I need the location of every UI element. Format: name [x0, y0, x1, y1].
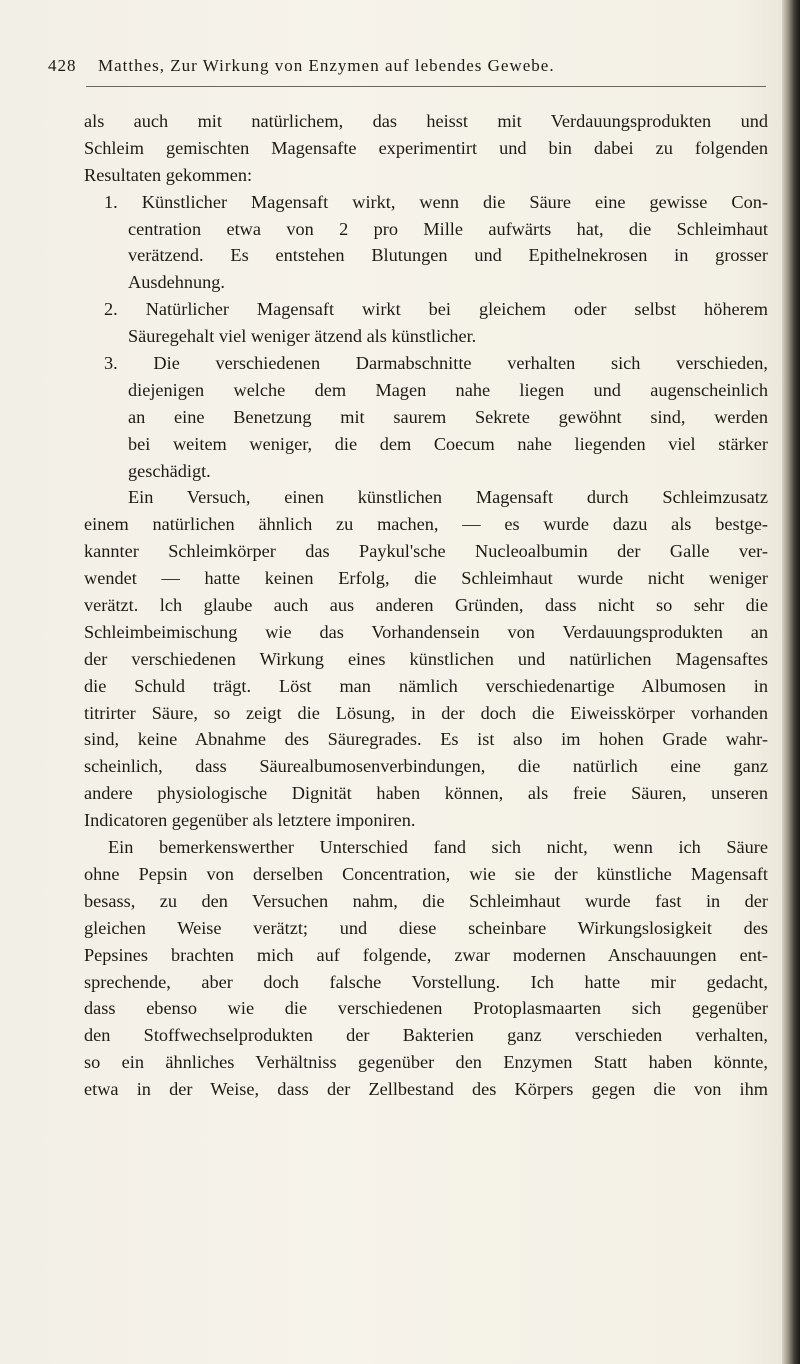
text-line: gleichen Weise verätzt; und diese scheinbare Wirkungslosigkeit des [84, 917, 768, 938]
text-line: Ausdehnung. [128, 272, 225, 293]
text-line: die Schuld trägt. Löst man nämlich verschiedenartige Albumosen in [84, 675, 768, 696]
text-line: an eine Benetzung mit saurem Sekrete gewöhnt sind, werden [128, 406, 768, 427]
text-line: dass ebenso wie die verschiedenen Protoplasmaarten sich gegenüber [84, 998, 768, 1019]
text-line: der verschiedenen Wirkung eines künstlichen und natürlichen Magensaftes [84, 648, 768, 669]
text-line: scheinlich, dass Säurealbumosenverbindungen, die natürlich eine ganz [84, 756, 768, 777]
list-item-1: 1. Künstlicher Magensaft wirkt, wenn die Säure eine gewisse Con- [104, 191, 768, 212]
text-line: sind, keine Abnahme des Säuregrades. Es ist also im hohen Grade wahr- [84, 729, 768, 750]
text-line: sprechende, aber doch falsche Vorstellung. Ich hatte mir gedacht, [84, 971, 768, 992]
text-line: besass, zu den Versuchen nahm, die Schleimhaut wurde fast in der [84, 890, 768, 911]
text-line: verätzt. lch glaube auch aus anderen Gründen, dass nicht so sehr die [84, 595, 768, 616]
text-line: andere physiologische Dignität haben können, als freie Säuren, unseren [84, 783, 768, 804]
text-line: titrirter Säure, so zeigt die Lösung, in der doch die Eiweisskörper vorhanden [84, 702, 768, 723]
text-line: kannter Schleimkörper das Paykul'sche Nucleoalbumin der Galle ver- [84, 541, 768, 562]
text-line: ohne Pepsin von derselben Concentration, wie sie der künstliche Magensaft [84, 863, 768, 884]
paragraph-start: Ein Versuch, einen künstlichen Magensaft durch Schleimzusatz [128, 487, 768, 508]
list-item-2: 2. Natürlicher Magensaft wirkt bei gleichem oder selbst höherem [104, 299, 768, 320]
text-line: so ein ähnliches Verhältniss gegenüber den Enzymen Statt haben könnte, [84, 1052, 768, 1073]
text-line: als auch mit natürlichem, das heisst mit Verdauungsprodukten und [84, 111, 768, 131]
text-line: bei weitem weniger, die dem Coecum nahe liegenden viel stärker [128, 433, 768, 454]
body-text [84, 108, 768, 1103]
text-line: Indicatoren gegenüber als letztere imponiren. [84, 810, 416, 831]
page-number: 428 [48, 56, 77, 75]
paragraph-start: Ein bemerkenswerther Unterschied fand sich nicht, wenn ich Säure [108, 837, 768, 858]
text-line: centration etwa von 2 pro Mille aufwärts hat, die Schleimhaut [128, 218, 768, 239]
text-line: wendet — hatte keinen Erfolg, die Schleimhaut wurde nicht weniger [84, 568, 768, 589]
text-line: Säuregehalt viel weniger ätzend als künstlicher. [128, 326, 477, 347]
text-line: Pepsines brachten mich auf folgende, zwar modernen Anschauungen ent- [84, 944, 768, 965]
text-line: verätzend. Es entstehen Blutungen und Epithelnekrosen in grosser [128, 245, 768, 266]
text-line: etwa in der Weise, dass der Zellbestand des Körpers gegen die von ihm [84, 1079, 768, 1100]
text-line: einem natürlichen ähnlich zu machen, — es wurde dazu als bestge- [84, 514, 768, 535]
text-line: Schleim gemischten Magensafte experimentirt und bin dabei zu folgenden [84, 137, 768, 158]
text-line: Resultaten gekommen: [84, 164, 253, 185]
page-edge-shadow [782, 0, 800, 1364]
running-title: Matthes, Zur Wirkung von Enzymen auf lebendes Gewebe. [98, 56, 555, 75]
text-line: diejenigen welche dem Magen nahe liegen und augenscheinlich [128, 379, 768, 400]
running-header [48, 56, 758, 82]
list-item-3: 3. Die verschiedenen Darmabschnitte verhalten sich verschieden, [104, 353, 768, 374]
text-line: Schleimbeimischung wie das Vorhandensein von Verdauungsprodukten an [84, 621, 768, 642]
text-line: geschädigt. [128, 460, 211, 481]
text-line: den Stoffwechselprodukten der Bakterien ganz verschieden verhalten, [84, 1025, 768, 1046]
header-rule [86, 86, 766, 87]
